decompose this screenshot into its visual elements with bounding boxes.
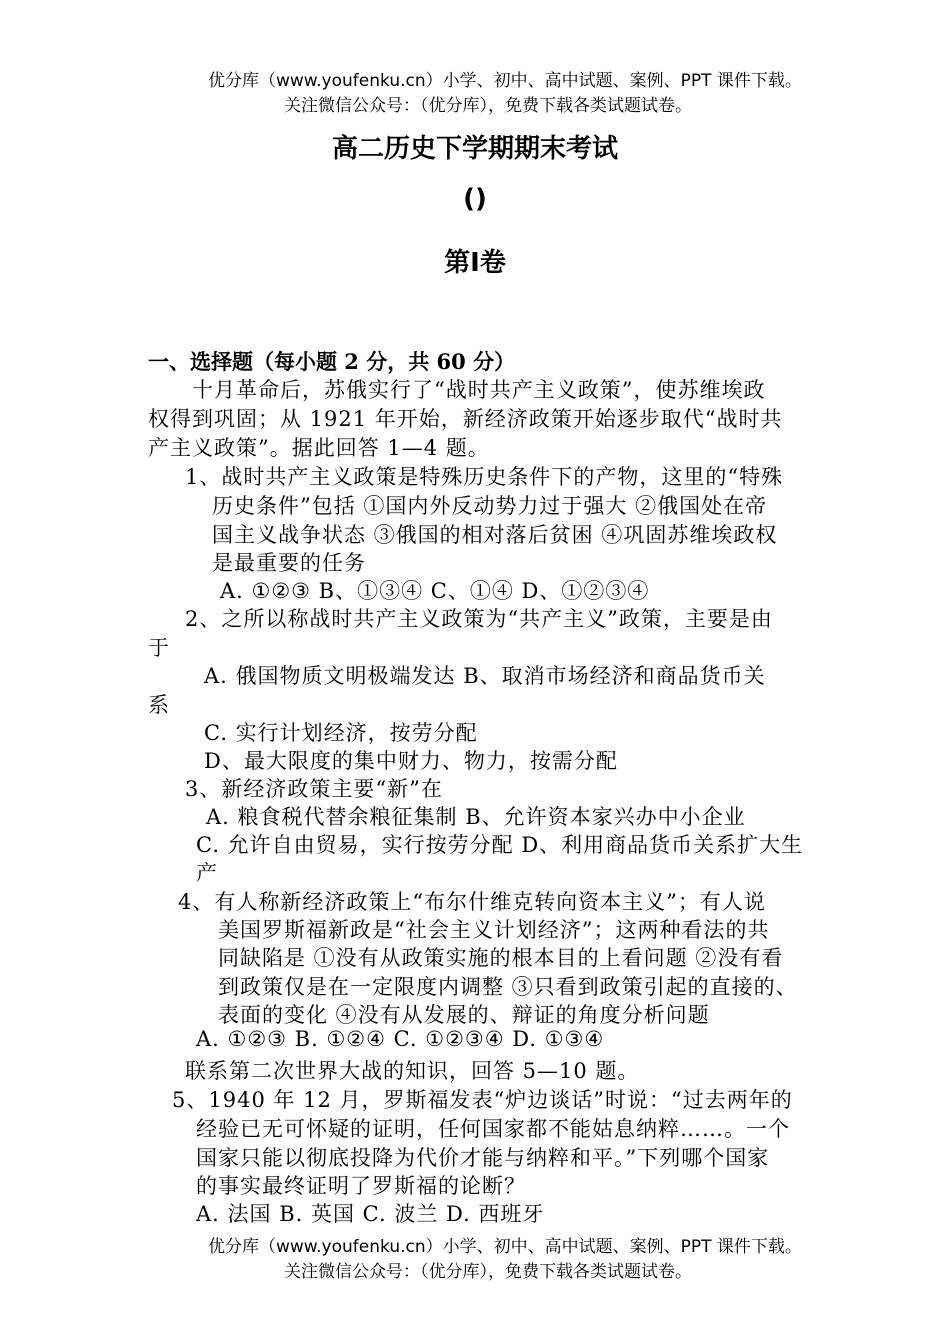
intro1-line: 十月革命后，苏俄实行了“战时共产主义政策”，使苏维埃政 bbox=[192, 378, 766, 402]
banner-top-line1: 优分库（www.youfenku.cn）小学、初中、高中试题、案例、PPT 课件下载。 bbox=[208, 71, 802, 91]
banner-bottom-line2: 关注微信公众号：（优分库），免费下载各类试题试卷。 bbox=[284, 1262, 692, 1282]
q4-stem-line: 4、有人称新经济政策上“布尔什维克转向资本主义”；有人说 bbox=[178, 890, 766, 914]
intro2: 联系第二次世界大战的知识，回答 5—10 题。 bbox=[185, 1059, 640, 1083]
q2-option-c: C. 实行计划经济，按劳分配 bbox=[204, 721, 478, 745]
q1-stem-line: 国主义战争状态 ③俄国的相对落后贫困 ④巩固苏维埃政权 bbox=[212, 523, 778, 547]
q5-stem-line: 经验已无可怀疑的证明，任何国家都不能姑息纳粹……。一个 bbox=[196, 1117, 790, 1141]
q5-stem-line: 的事实最终证明了罗斯福的论断？ bbox=[196, 1174, 526, 1198]
q2-option-d: D、最大限度的集中财力、物力，按需分配 bbox=[204, 749, 618, 773]
q3-option-c-d: C. 允许自由贸易，实行按劳分配 D、利用商品货币关系扩大生 bbox=[196, 833, 804, 857]
q2-option-a-b: A. 俄国物质文明极端发达 B、取消市场经济和商品货币关 bbox=[204, 664, 766, 688]
q3-stem: 3、新经济政策主要“新”在 bbox=[185, 777, 443, 801]
q4-stem-line: 表面的变化 ④没有从发展的、辩证的角度分析问题 bbox=[218, 1003, 710, 1027]
q4-stem-line: 美国罗斯福新政是“社会主义计划经济”；这两种看法的共 bbox=[218, 918, 770, 942]
q5-stem-line: 5、1940 年 12 月，罗斯福发表“炉边谈话”时说：“过去两年的 bbox=[172, 1088, 793, 1112]
q4-options: A. ①②③ B. ①②④ C. ①②③④ D. ①③④ bbox=[196, 1027, 605, 1051]
intro1-line: 权得到巩固；从 1921 年开始，新经济政策开始逐步取代“战时共 bbox=[148, 407, 783, 431]
page-subtitle: () bbox=[463, 184, 487, 214]
banner-top-line2: 关注微信公众号：（优分库），免费下载各类试题试卷。 bbox=[284, 96, 692, 116]
page-title: 高二历史下学期期末考试 bbox=[331, 134, 618, 164]
q1-options: A. ①②③ B、①③④ C、①④ D、①②③④ bbox=[220, 579, 650, 603]
q4-stem-line: 到政策仅是在一定限度内调整 ③只看到政策引起的直接的、 bbox=[218, 975, 798, 999]
q1-stem-line: 历史条件”包括 ①国内外反动势力过于强大 ②俄国处在帝 bbox=[212, 494, 768, 518]
q2-stem-line: 2、之所以称战时共产主义政策为“共产主义”政策，主要是由 bbox=[185, 607, 773, 631]
q2-option-b-cont: 系 bbox=[148, 693, 170, 717]
q3-option-a-b: A. 粮食税代替余粮征集制 B、允许资本家兴办中小企业 bbox=[206, 805, 746, 829]
q2-stem-line: 于 bbox=[148, 636, 170, 660]
q1-stem-line: 1、战时共产主义政策是特殊历史条件下的产物，这里的“特殊 bbox=[185, 465, 784, 489]
q3-option-d-cont: 产 bbox=[196, 861, 218, 885]
q5-options: A. 法国 B. 英国 C. 波兰 D. 西班牙 bbox=[196, 1202, 545, 1226]
intro1-line: 产主义政策”。据此回答 1—4 题。 bbox=[148, 436, 490, 460]
q4-stem-line: 同缺陷是 ①没有从政策实施的根本目的上看问题 ②没有看 bbox=[218, 946, 784, 970]
q1-stem-line: 是最重要的任务 bbox=[212, 551, 366, 575]
section-heading: 一、选择题（每小题 2 分，共 60 分） bbox=[148, 349, 516, 374]
q5-stem-line: 国家只能以彻底投降为代价才能与纳粹和平。”下列哪个国家 bbox=[196, 1146, 770, 1170]
banner-bottom-line1: 优分库（www.youfenku.cn）小学、初中、高中试题、案例、PPT 课件下载。 bbox=[208, 1237, 802, 1257]
volume-heading: 第Ⅰ卷 bbox=[444, 248, 506, 278]
